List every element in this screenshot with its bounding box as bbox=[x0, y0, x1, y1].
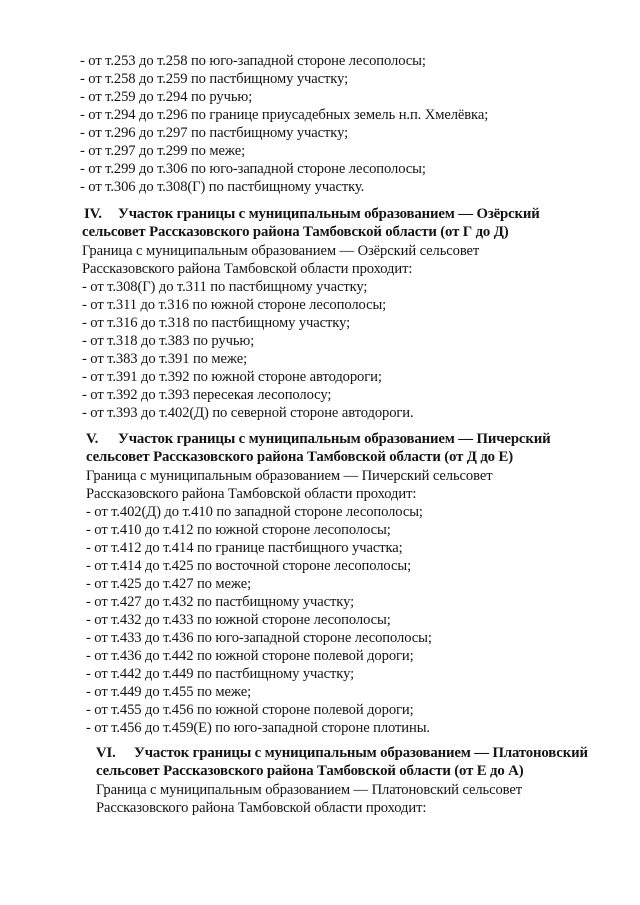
section-intro: Рассказовского района Тамбовской области проходит: bbox=[82, 261, 413, 277]
section-title-continued: сельсовет Рассказовского района Тамбовской области (от Г до Д) bbox=[82, 224, 509, 240]
list-item: - от т.316 до т.318 по пастбищному участку; bbox=[82, 315, 351, 331]
list-item: - от т.455 до т.456 по южной стороне полевой дороги; bbox=[86, 702, 414, 718]
section-heading bbox=[96, 744, 588, 762]
list-item: - от т.259 до т.294 по ручью; bbox=[80, 89, 253, 105]
list-item: - от т.311 до т.316 по южной стороне лесополосы; bbox=[82, 297, 387, 313]
section-title-continued: сельсовет Рассказовского района Тамбовской области (от Е до А) bbox=[96, 763, 524, 779]
section-intro: Граница с муниципальным образованием — Платоновский сельсовет bbox=[96, 782, 523, 798]
list-item: - от т.392 до т.393 пересекая лесополосу; bbox=[82, 387, 332, 403]
list-item: - от т.412 до т.414 по границе пастбищного участка; bbox=[86, 540, 403, 556]
list-item: - от т.318 до т.383 по ручью; bbox=[82, 333, 255, 349]
list-item: - от т.383 до т.391 по меже; bbox=[82, 351, 248, 367]
section-title: Участок границы с муниципальным образованием — Платоновский bbox=[134, 745, 588, 761]
list-item: - от т.296 до т.297 по пастбищному участку; bbox=[80, 125, 349, 141]
section-title: Участок границы с муниципальным образованием — Озёрский bbox=[118, 206, 540, 222]
list-item: - от т.402(Д) до т.410 по западной стороне лесополосы; bbox=[86, 504, 423, 520]
list-item: - от т.258 до т.259 по пастбищному участку; bbox=[80, 71, 349, 87]
section-numeral: VI. bbox=[96, 745, 116, 761]
section-numeral: V. bbox=[86, 431, 99, 447]
list-item: - от т.427 до т.432 по пастбищному участку; bbox=[86, 594, 355, 610]
section-intro: Рассказовского района Тамбовской области проходит: bbox=[96, 800, 427, 816]
section-intro: Граница с муниципальным образованием — Пичерский сельсовет bbox=[86, 468, 493, 484]
list-item: - от т.449 до т.455 по меже; bbox=[86, 684, 252, 700]
list-item: - от т.456 до т.459(Е) по юго-западной стороне плотины. bbox=[86, 720, 430, 736]
list-item: - от т.391 до т.392 по южной стороне автодороги; bbox=[82, 369, 382, 385]
list-item: - от т.294 до т.296 по границе приусадебных земель н.п. Хмелёвка; bbox=[80, 107, 489, 123]
list-item: - от т.432 до т.433 по южной стороне лесополосы; bbox=[86, 612, 391, 628]
list-item: - от т.299 до т.306 по юго-западной стороне лесополосы; bbox=[80, 161, 426, 177]
list-item: - от т.433 до т.436 по юго-западной стороне лесополосы; bbox=[86, 630, 432, 646]
section-heading bbox=[86, 430, 550, 448]
section-intro: Граница с муниципальным образованием — Озёрский сельсовет bbox=[82, 243, 480, 259]
list-item: - от т.425 до т.427 по меже; bbox=[86, 576, 252, 592]
section-title-continued: сельсовет Рассказовского района Тамбовской области (от Д до Е) bbox=[86, 449, 513, 465]
section-heading bbox=[84, 205, 540, 223]
list-item: - от т.414 до т.425 по восточной стороне лесополосы; bbox=[86, 558, 412, 574]
list-item: - от т.253 до т.258 по юго-западной стороне лесополосы; bbox=[80, 53, 426, 69]
list-item: - от т.442 до т.449 по пастбищному участку; bbox=[86, 666, 355, 682]
list-item: - от т.308(Г) до т.311 по пастбищному участку; bbox=[82, 279, 368, 295]
list-item: - от т.393 до т.402(Д) по северной стороне автодороги. bbox=[82, 405, 414, 421]
list-item: - от т.410 до т.412 по южной стороне лесополосы; bbox=[86, 522, 391, 538]
list-item: - от т.306 до т.308(Г) по пастбищному участку. bbox=[80, 179, 365, 195]
list-item: - от т.297 до т.299 по меже; bbox=[80, 143, 246, 159]
section-intro: Рассказовского района Тамбовской области проходит: bbox=[86, 486, 417, 502]
list-item: - от т.436 до т.442 по южной стороне полевой дороги; bbox=[86, 648, 414, 664]
section-numeral: IV. bbox=[84, 206, 102, 222]
section-title: Участок границы с муниципальным образованием — Пичерский bbox=[118, 431, 551, 447]
